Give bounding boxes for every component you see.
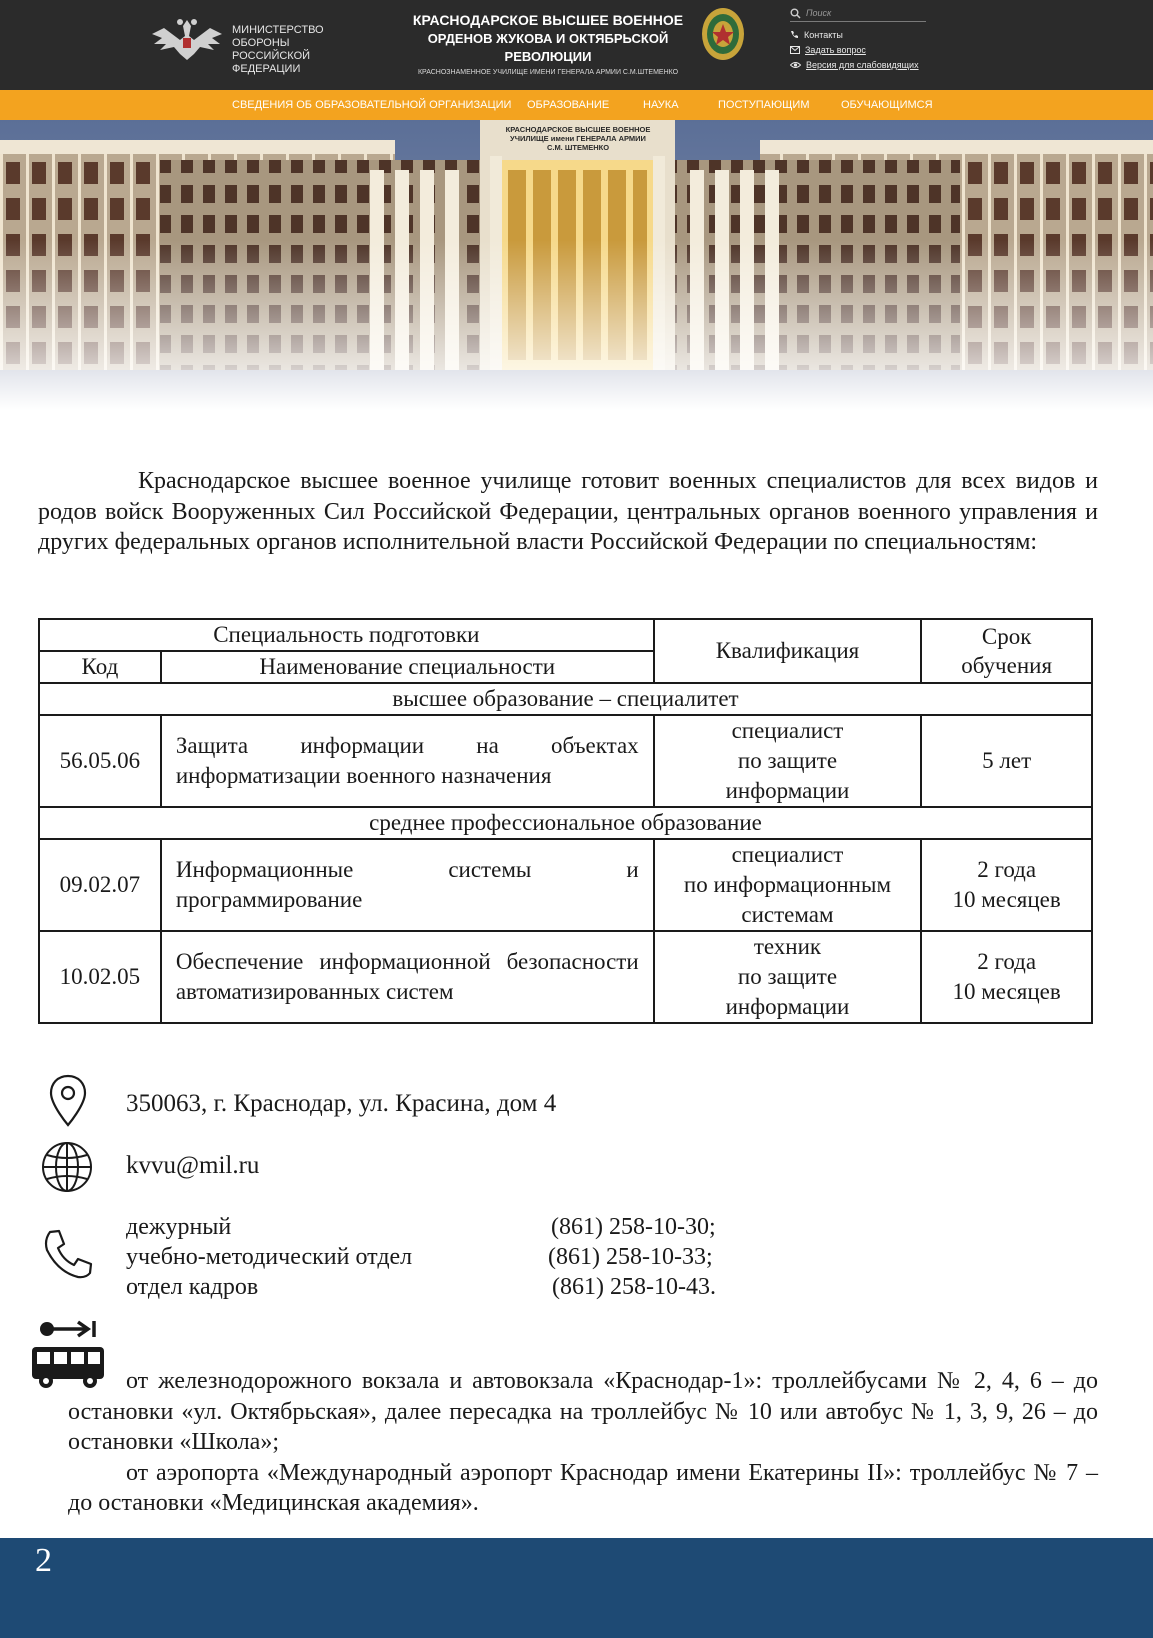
search-icon[interactable] xyxy=(790,8,801,19)
transport-from-station: от железнодорожного вокзала и автовокзала «Краснодар-1»: троллейбусами № 2, 4, 6 – до остановки «ул. Октябрьская», далее пересадка на троллейбус № 10 или автобус № 1, 3, 9, 26 – до остановки «Школа»; xyxy=(68,1368,1098,1455)
eye-icon xyxy=(790,61,801,69)
header-speciality: Специальность подготовки xyxy=(39,619,654,651)
row-qualification: техник по защите информации xyxy=(654,931,922,1023)
nav-item-students[interactable]: ОБУЧАЮЩИМСЯ xyxy=(841,99,933,111)
school-title[interactable] xyxy=(398,11,698,80)
school-emblem-icon xyxy=(700,6,746,62)
building-sign-line2: УЧИЛИЩЕ имени ГЕНЕРАЛА АРМИИ xyxy=(510,134,646,143)
specialities-table xyxy=(38,618,1093,1024)
phone-number[interactable]: (861) 258-10-43. xyxy=(552,1274,716,1300)
double-headed-eagle-icon xyxy=(150,14,224,62)
phone-department: отдел кадров xyxy=(126,1274,259,1300)
accessible-version-link[interactable] xyxy=(790,57,919,72)
phone-department: учебно-методический отдел xyxy=(126,1244,413,1270)
section-secondary-education: среднее профессиональное образование xyxy=(39,807,1092,839)
row-qualification: специалист по защите информации xyxy=(654,715,922,807)
nav-item-education[interactable]: ОБРАЗОВАНИЕ xyxy=(527,99,610,111)
header-term: Срок обучения xyxy=(921,619,1092,683)
school-title-line3: КРАСНОЗНАМЕННОЕ УЧИЛИЩЕ ИМЕНИ ГЕНЕРАЛА АРМИИ С.М.ШТЕМЕНКО xyxy=(417,69,679,76)
search-box xyxy=(790,6,926,22)
transport-directions xyxy=(68,1366,1098,1519)
address: 350063, г. Краснодар, ул. Красина, дом 4 xyxy=(126,1090,557,1117)
row-code: 10.02.05 xyxy=(39,931,161,1023)
site-header xyxy=(0,0,1153,90)
row-term: 2 года 10 месяцев xyxy=(921,931,1092,1023)
transport-from-airport: от аэропорта «Международный аэропорт Краснодар имени Екатерины II»: троллейбус № 7 – до остановки «Медицинская академия». xyxy=(68,1459,1098,1516)
phone-handset-icon xyxy=(42,1228,94,1280)
row-qualification: специалист по информационным системам xyxy=(654,839,922,931)
row-code: 56.05.06 xyxy=(39,715,161,807)
phone-number[interactable]: (861) 258-10-33; xyxy=(548,1244,713,1270)
accessible-version-link-label: Версия для слабовидящих xyxy=(806,59,919,70)
phone-list xyxy=(126,1212,746,1302)
contacts-link-label: Контакты xyxy=(804,29,843,40)
ask-question-link[interactable] xyxy=(790,42,919,57)
location-pin-icon xyxy=(48,1074,88,1128)
section-higher-education: высшее образование – специалитет xyxy=(39,683,1092,715)
table-row xyxy=(39,715,1092,807)
nav-item-organization[interactable]: СВЕДЕНИЯ ОБ ОБРАЗОВАТЕЛЬНОЙ ОРГАНИЗАЦИИ xyxy=(232,99,512,111)
header-code: Код xyxy=(39,651,161,683)
page-footer xyxy=(0,1538,1153,1638)
ask-question-link-label: Задать вопрос xyxy=(805,44,866,55)
row-speciality-name: Обеспечение информационной безопасности автоматизированных систем xyxy=(161,931,654,1023)
intro-paragraph: Краснодарское высшее военное училище готовит военных специалистов для всех видов и родов войск Вооруженных Сил Российской Федерации, центральных органов военного управления и других федеральных органов исполнительной власти Российской Федерации по специальностям: xyxy=(38,468,1098,555)
email-link[interactable]: kvvu@mil.ru xyxy=(126,1152,260,1179)
contacts-link[interactable] xyxy=(790,27,919,42)
phone-row xyxy=(126,1272,746,1302)
row-code: 09.02.07 xyxy=(39,839,161,931)
page-number: 2 xyxy=(35,1542,52,1579)
school-title-line1: КРАСНОДАРСКОЕ ВЫСШЕЕ ВОЕННОЕ xyxy=(412,12,684,28)
header-qualification: Квалификация xyxy=(654,619,922,683)
ministry-logo-link[interactable] xyxy=(150,14,380,75)
nav-item-applicants[interactable]: ПОСТУПАЮЩИМ xyxy=(718,99,810,111)
phone-icon xyxy=(790,30,799,39)
school-title-line2: ОРДЕНОВ ЖУКОВА И ОКТЯБРЬСКОЙ РЕВОЛЮЦИИ xyxy=(427,31,669,64)
building-sign-line3: С.М. ШТЕМЕНКО xyxy=(546,143,610,152)
row-speciality-name: Информационные системы и программирование xyxy=(161,839,654,931)
utility-links xyxy=(790,27,919,72)
nav-item-science[interactable]: НАУКА xyxy=(643,99,679,111)
search-input[interactable] xyxy=(806,6,922,20)
row-term: 2 года 10 месяцев xyxy=(921,839,1092,931)
header-name: Наименование специальности xyxy=(161,651,654,683)
envelope-icon xyxy=(790,46,800,54)
row-speciality-name: Защита информации на объектах информатизации военного назначения xyxy=(161,715,654,807)
row-term: 5 лет xyxy=(921,715,1092,807)
phone-number[interactable]: (861) 258-10-30; xyxy=(551,1214,716,1240)
table-row xyxy=(39,839,1092,931)
building-sign-line1: КРАСНОДАРСКОЕ ВЫСШЕЕ ВОЕННОЕ xyxy=(505,125,651,134)
main-nav xyxy=(0,90,1153,120)
phone-row xyxy=(126,1212,746,1242)
phone-department: дежурный xyxy=(126,1214,232,1240)
building-banner xyxy=(0,120,1153,410)
table-row xyxy=(39,931,1092,1023)
ministry-name: МИНИСТЕРСТВО ОБОРОНЫ РОССИЙСКОЙ ФЕДЕРАЦИИ xyxy=(232,24,324,75)
building-image xyxy=(0,120,1153,410)
globe-icon xyxy=(40,1140,94,1194)
phone-row xyxy=(126,1242,746,1272)
